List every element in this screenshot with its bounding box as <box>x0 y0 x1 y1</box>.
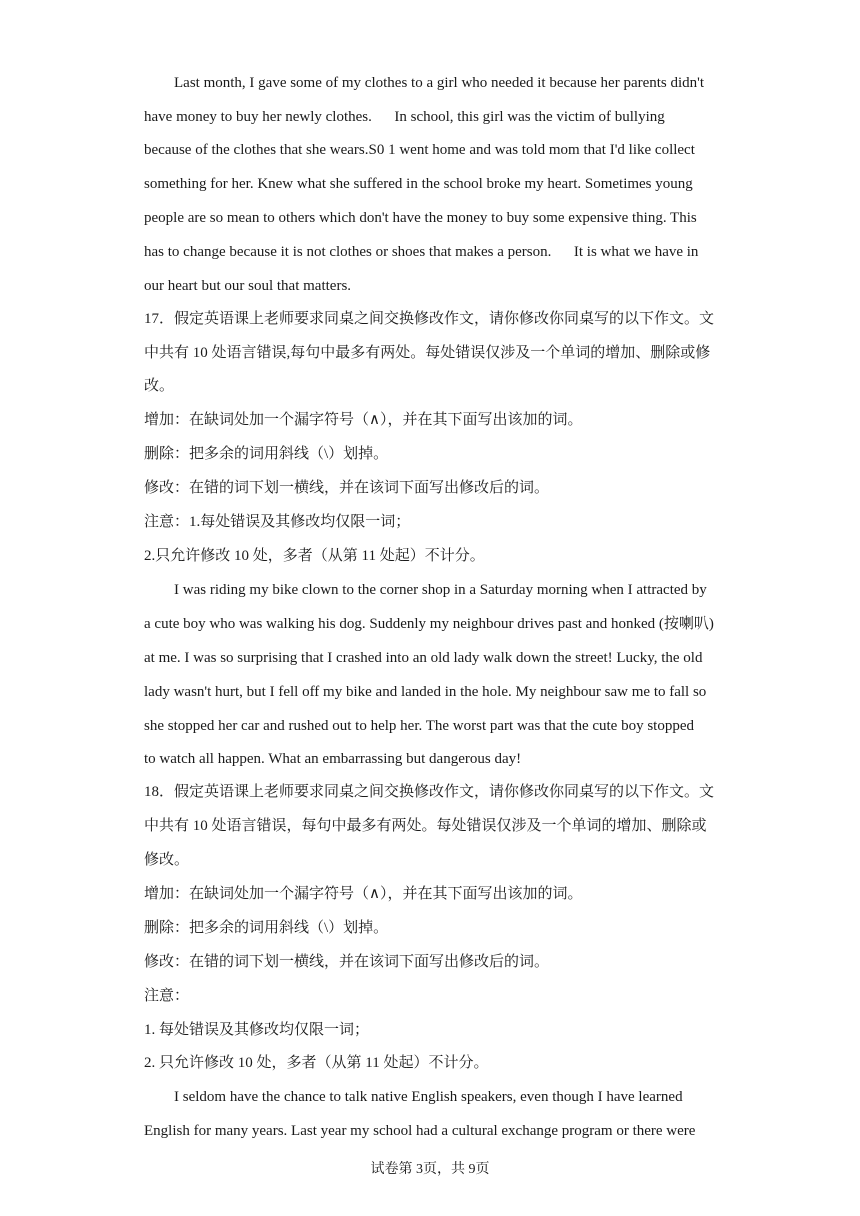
q17-passage-line-2: a cute boy who was walking his dog. Suddenly my neighbour drives past and honked (按喇叭) <box>144 616 714 632</box>
q18-passage-line-1: I seldom have the chance to talk native English speakers, even though I have learned <box>174 1089 683 1105</box>
q17-prompt-line-3: 改。 <box>144 378 175 394</box>
q17-passage-line-5: she stopped her car and rushed out to help her. The worst part was that the cute boy stopped <box>144 718 694 734</box>
q18-prompt-line-1: 18．假定英语课上老师要求同桌之间交换修改作文，请你修改你同桌写的以下作文。文 <box>144 784 715 800</box>
q17-delete-rule: 删除：把多余的词用斜线（\）划掉。 <box>144 446 389 462</box>
q17-prompt-line-2: 中共有 10 处语言错误,每句中最多有两处。每处错误仅涉及一个单词的增加、删除或修 <box>144 345 711 361</box>
q17-note-1: 注意：1.每处错误及其修改均仅限一词； <box>144 514 411 530</box>
q17-passage-line-4: lady wasn't hurt, but I fell off my bike and landed in the hole. My neighbour saw me to fall so <box>144 684 707 700</box>
q18-note-1: 1. 每处错误及其修改均仅限一词； <box>144 1022 370 1038</box>
q17-note-2: 2.只允许修改 10 处，多者（从第 11 处起）不计分。 <box>144 548 485 564</box>
q18-prompt-line-3: 修改。 <box>144 852 190 868</box>
passage16-line-7: our heart but our soul that matters. <box>144 278 352 294</box>
q17-add-rule: 增加：在缺词处加一个漏字符号（∧），并在其下面写出该加的词。 <box>144 412 583 428</box>
q17-prompt-line-1: 17．假定英语课上老师要求同桌之间交换修改作文，请你修改你同桌写的以下作文。文 <box>144 311 715 327</box>
passage16-line-1: Last month, I gave some of my clothes to a girl who needed it because her parents didn't <box>174 75 705 91</box>
q18-note-heading: 注意： <box>144 988 190 1004</box>
q18-prompt-line-2: 中共有 10 处语言错误，每句中最多有两处。每处错误仅涉及一个单词的增加、删除或 <box>144 818 707 834</box>
q18-add-rule: 增加：在缺词处加一个漏字符号（∧），并在其下面写出该加的词。 <box>144 886 583 902</box>
passage16-line-5: people are so mean to others which don't have the money to buy some expensive thing. This <box>144 210 697 226</box>
q18-modify-rule: 修改：在错的词下划一横线，并在该词下面写出修改后的词。 <box>144 954 550 970</box>
passage16-line-6: has to change because it is not clothes or shoes that makes a person. It is what we have in <box>144 244 699 260</box>
passage16-line-4: something for her. Knew what she suffered in the school broke my heart. Sometimes young <box>144 176 693 192</box>
passage16-line-3: because of the clothes that she wears.S0 1 went home and was told mom that I'd like collect <box>144 142 695 158</box>
q17-passage-line-1: I was riding my bike clown to the corner shop in a Saturday morning when I attracted by <box>174 582 707 598</box>
q18-passage-line-2: English for many years. Last year my school had a cultural exchange program or there were <box>144 1123 696 1139</box>
q17-passage-line-3: at me. I was so surprising that I crashed into an old lady walk down the street! Lucky, the old <box>144 650 703 666</box>
page-footer: 试卷第 3页，共 9页 <box>370 1162 490 1177</box>
q17-passage-line-6: to watch all happen. What an embarrassing but dangerous day! <box>144 751 522 767</box>
q18-note-2: 2. 只允许修改 10 处，多者（从第 11 处起）不计分。 <box>144 1055 489 1071</box>
q18-delete-rule: 删除：把多余的词用斜线（\）划掉。 <box>144 920 389 936</box>
passage16-line-2: have money to buy her newly clothes. In school, this girl was the victim of bullying <box>144 109 665 125</box>
q17-modify-rule: 修改：在错的词下划一横线，并在该词下面写出修改后的词。 <box>144 480 550 496</box>
